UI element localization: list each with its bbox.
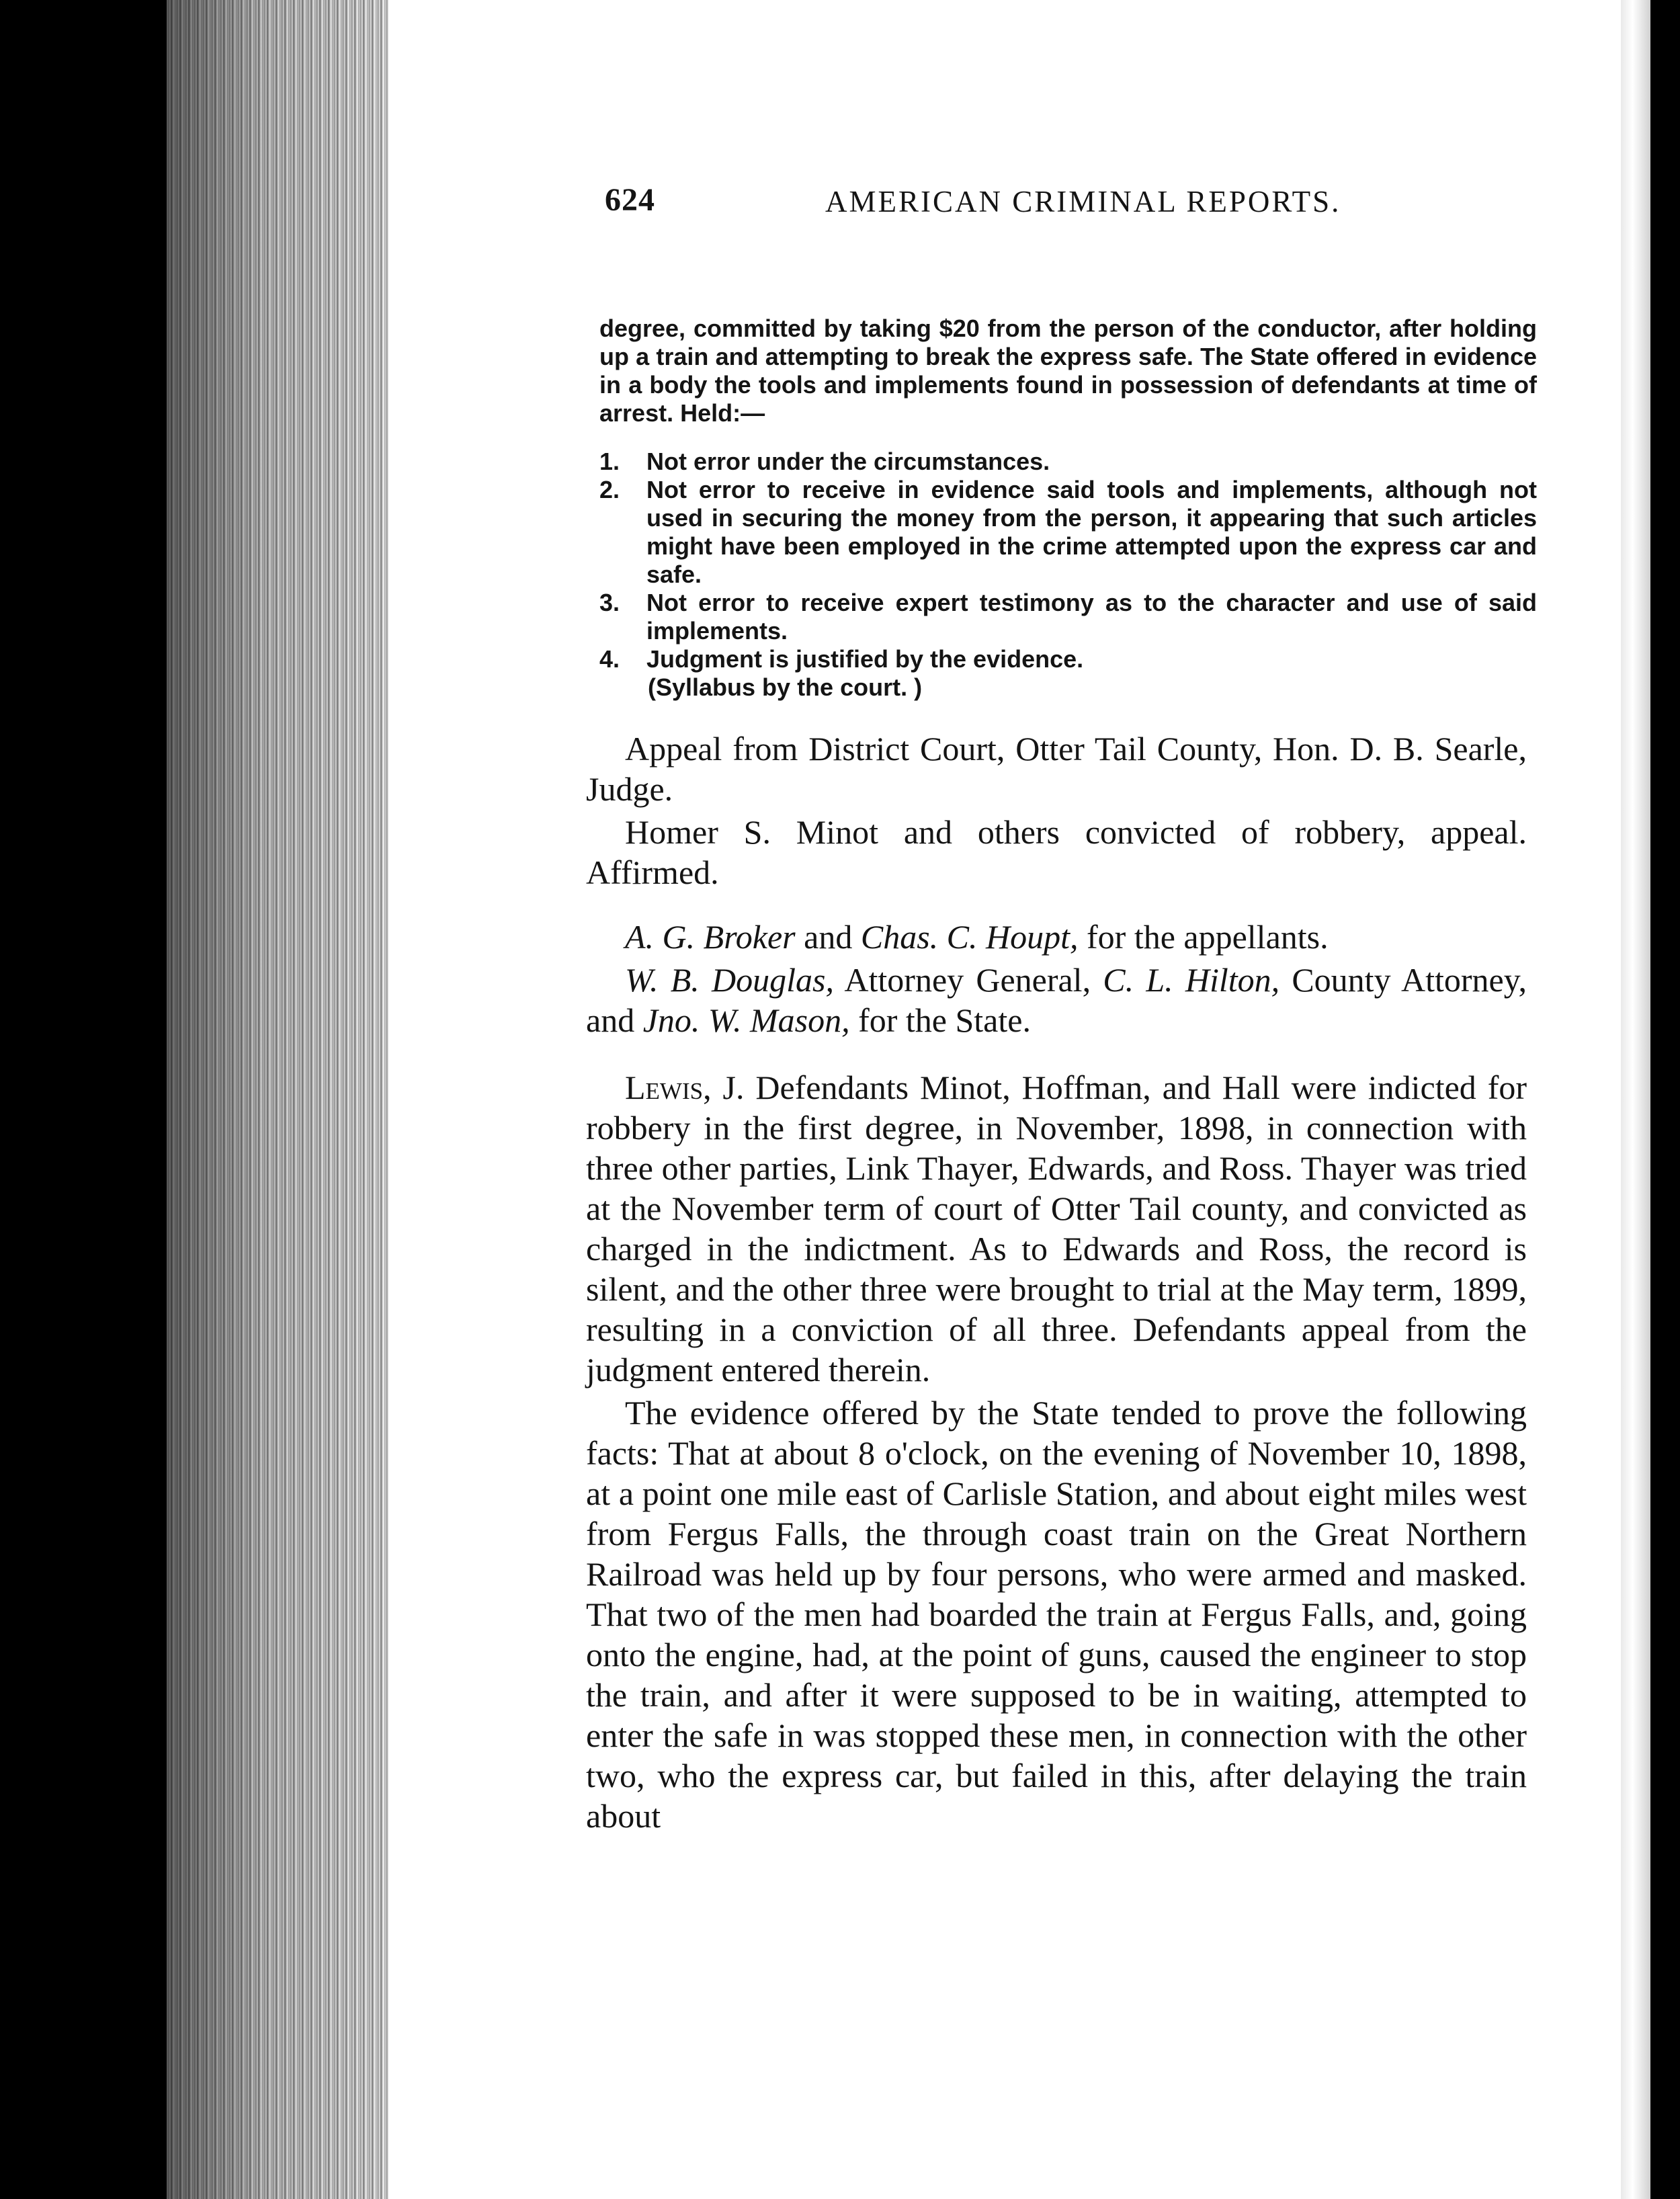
appeal-disposition: Homer S. Minot and others convicted of robbery, appeal. Affirmed. [586,813,1527,891]
holding-text: Not error to receive in evidence said tools and implements, although not used in securing the money from the person, it appearing that such articles might have been employed in the crime attempted upon the express car and safe. [646,476,1537,588]
holding-number: 1. [599,448,620,475]
holding-item [599,645,1537,673]
holding-text: Not error under the circumstances. [646,448,1050,475]
opinion-paragraph [586,1067,1527,1390]
holding-item [599,476,1537,589]
holding-number: 2. [599,476,620,503]
opinion-text: Defendants Minot, Hoffman, and Hall were indicted for robbery in the first degree, in November, 1898, in connection with three other parties, Link Thayer, Edwards, and Ross. Thayer was tried at the November term of court of Otter Tail county, and convicted as charged in the indictment. As to Edwards and Ross, the record is silent, and the other three were brought to trial at the May term, 1899, resulting in a conviction of all three. Defendants appeal from the judgment entered therein. [586,1069,1527,1388]
holding-number: 3. [599,589,620,616]
counsel-role: County Attorney, and [586,961,1527,1039]
holding-text: Judgment is justified by the evidence. [646,645,1084,673]
syllabus-note: (Syllabus by the court. ) [648,673,923,701]
holding-item [599,448,1537,476]
judge-name: Lewis, J. [625,1069,745,1106]
holding-text: Not error to receive expert testimony as to the character and use of said implements. [646,589,1537,645]
counsel-role: for the State. [849,1001,1031,1039]
running-title: AMERICAN CRIMINAL REPORTS. [825,185,1341,218]
appeal-line: Appeal from District Court, Otter Tail County, Hon. D. B. Searle, Judge. [586,730,1527,808]
syllabus-lead: degree, committed by taking $20 from the person of the conductor, after holding up a train and attempting to break the express safe. The State offered in evidence in a body the tools and implements found in possession of defendants at time of arrest. Held:— [599,315,1537,427]
page-number: 624 [605,182,655,218]
counsel-state [586,960,1527,1040]
counsel-connector: and [795,918,861,956]
counsel-role: for the appellants. [1078,918,1329,956]
running-head [586,181,1540,235]
holding-number: 4. [599,645,620,673]
facing-page-gutter [1621,0,1650,2199]
counsel-name: Chas. C. Houpt, [860,918,1079,956]
counsel-appellants [586,917,1527,957]
page-text-block [586,181,1540,1836]
opinion-paragraph: The evidence offered by the State tended to prove the following facts: That at about 8 o'clock, on the evening of November 10, 1898, at a point one mile east of Carlisle Station, and about eight miles west from Fergus Falls, the through coast train on the Great Northern Railroad was held up by four persons, who were armed and masked. That two of the men had boarded the train at Fergus Falls, and, going onto the engine, had, at the point of guns, caused the engineer to stop the train, and after it were supposed to be in waiting, attempted to enter the safe in was stopped these men, in connection with the other two, who the express car, but failed in this, after delaying the train about [586,1394,1527,1835]
holding-item [599,589,1537,645]
counsel-role: Attorney General, [833,961,1103,999]
counsel-name: Jno. W. Mason, [642,1001,850,1039]
counsel-name: W. B. Douglas, [625,961,834,999]
counsel-name: A. G. Broker [625,918,796,956]
syllabus-holdings [599,448,1537,673]
counsel-name: C. L. Hilton, [1103,961,1280,999]
page-edge-shadow [167,0,388,2199]
